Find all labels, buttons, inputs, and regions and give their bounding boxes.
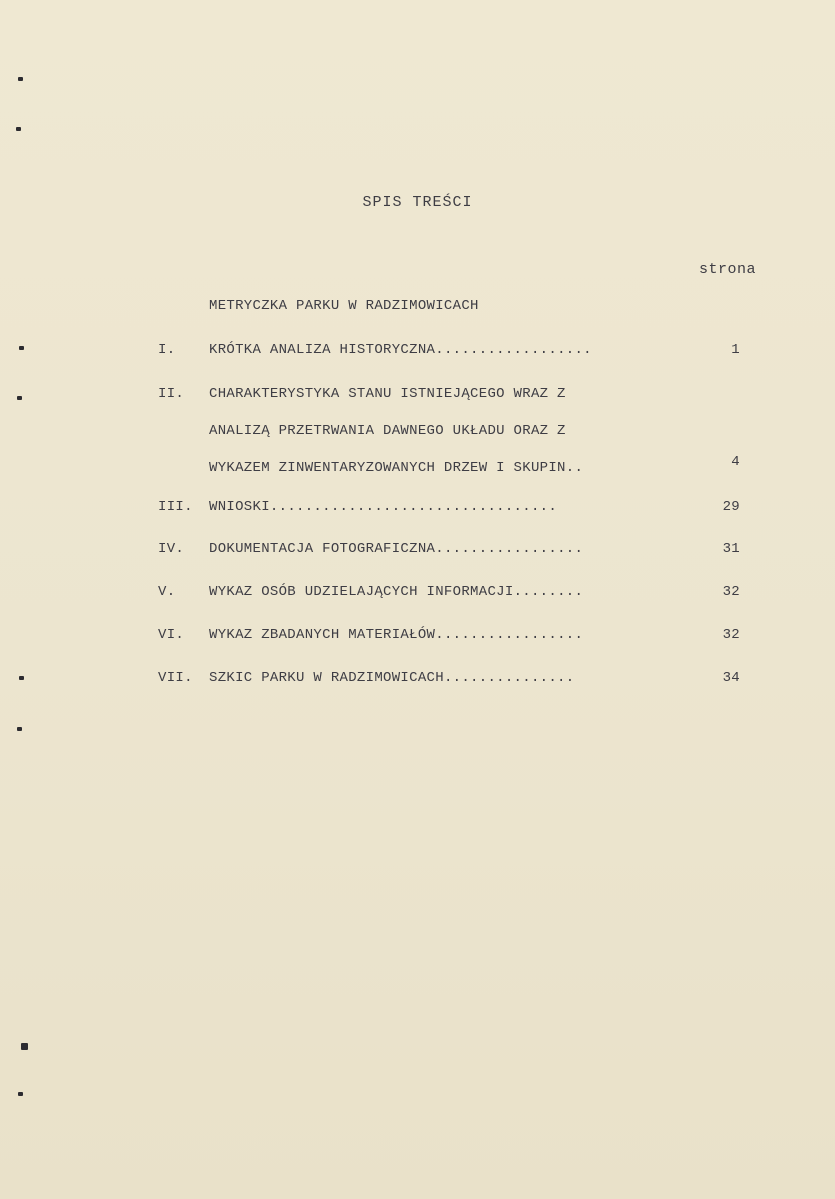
toc-entry	[0, 386, 835, 476]
toc-leader-dots: ..................	[435, 342, 592, 358]
toc-leader-dots: .................	[435, 627, 584, 643]
toc-entry	[0, 342, 835, 366]
toc-leader-dots: ..	[565, 460, 584, 476]
toc-entry-title: WYKAZ OSÓB UDZIELAJĄCYCH INFORMACJI........	[209, 584, 584, 600]
toc-entry-numeral: III.	[158, 499, 193, 515]
toc-leader-dots: .................................	[269, 499, 558, 515]
intro-entry: METRYCZKA PARKU W RADZIMOWICACH	[209, 298, 479, 314]
binding-hole-mark	[18, 1092, 23, 1096]
toc-entry-numeral: V.	[158, 584, 176, 600]
toc-entry-page: 29	[722, 499, 740, 515]
toc-entry-line: CHARAKTERYSTYKA STANU ISTNIEJĄCEGO WRAZ Z	[209, 386, 566, 402]
binding-hole-mark	[16, 127, 21, 131]
toc-entry	[0, 670, 835, 694]
toc-entry-line: ANALIZĄ PRZETRWANIA DAWNEGO UKŁADU ORAZ Z	[209, 423, 566, 439]
toc-entry-numeral: I.	[158, 342, 176, 358]
toc-entry	[0, 627, 835, 651]
toc-entry-title: DOKUMENTACJA FOTOGRAFICZNA.................	[209, 541, 584, 557]
binding-hole-mark	[18, 77, 23, 81]
toc-entry-page: 4	[731, 454, 740, 470]
toc-entry-numeral: IV.	[158, 541, 185, 557]
toc-leader-dots: .................	[435, 541, 584, 557]
toc-entry-title: KRÓTKA ANALIZA HISTORYCZNA..................	[209, 342, 592, 358]
binding-hole-mark	[21, 1043, 28, 1050]
toc-entry	[0, 541, 835, 565]
toc-entry-line: WYKAZEM ZINWENTARYZOWANYCH DRZEW I SKUPIN..	[209, 460, 584, 476]
document-title: SPIS TREŚCI	[362, 194, 473, 211]
toc-leader-dots: ...............	[443, 670, 575, 686]
toc-entry	[0, 499, 835, 523]
toc-entry-page: 34	[722, 670, 740, 686]
binding-hole-mark	[17, 727, 22, 731]
toc-entry-title	[209, 386, 583, 497]
toc-entry-title: WNIOSKI.................................	[209, 499, 558, 515]
page-column-label: strona	[699, 261, 757, 278]
toc-entry-page: 1	[731, 342, 740, 358]
toc-entry-numeral: VI.	[158, 627, 185, 643]
toc-entry-page: 32	[722, 627, 740, 643]
toc-entry	[0, 584, 835, 608]
toc-entry-numeral: VII.	[158, 670, 193, 686]
toc-entry-page: 32	[722, 584, 740, 600]
toc-leader-dots: ........	[513, 584, 584, 600]
toc-entry-page: 31	[722, 541, 740, 557]
toc-entry-title: SZKIC PARKU W RADZIMOWICACH...............	[209, 670, 575, 686]
toc-entry-title: WYKAZ ZBADANYCH MATERIAŁÓW.................	[209, 627, 584, 643]
toc-entry-numeral: II.	[158, 386, 185, 402]
